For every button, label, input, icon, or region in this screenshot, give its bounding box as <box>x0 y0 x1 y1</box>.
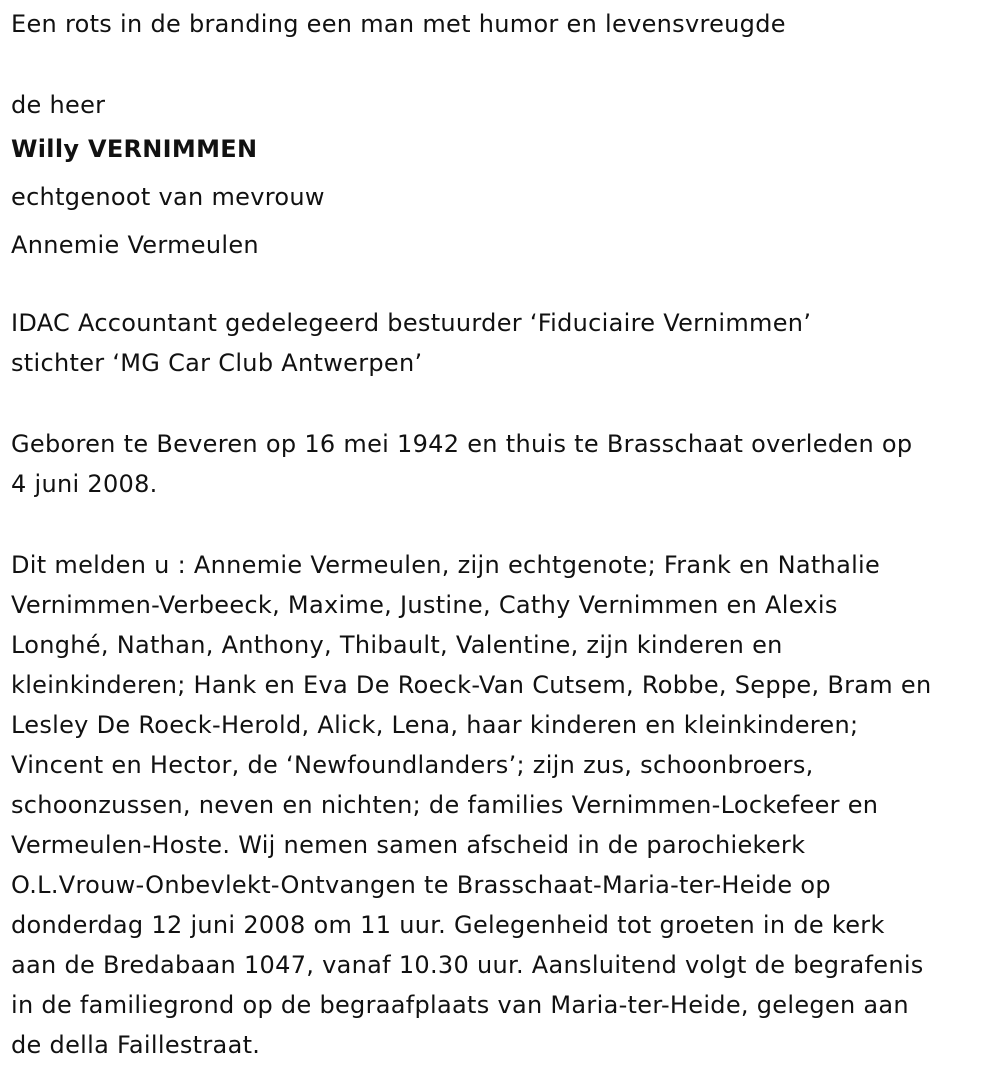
spacer <box>11 269 991 303</box>
announcement-line: Lesley De Roeck-Herold, Alick, Lena, haar kinderen en kleinkinderen; <box>11 711 859 739</box>
announcement-line: Dit melden u : Annemie Vermeulen, zijn echtgenote; Frank en Nathalie <box>11 551 881 579</box>
announcement-line: Vernimmen-Verbeeck, Maxime, Justine, Cathy Vernimmen en Alexis <box>11 591 838 619</box>
announcement-line: aan de Bredabaan 1047, vanaf 10.30 uur. Aansluitend volgt de begrafenis <box>11 951 924 979</box>
announcement-line: Vermeulen-Hoste. Wij nemen samen afscheid in de parochiekerk <box>11 831 806 859</box>
announcement-line: Longhé, Nathan, Anthony, Thibault, Valentine, zijn kinderen en <box>11 631 783 659</box>
announcement-line: schoonzussen, neven en nichten; de families Vernimmen-Lockefeer en <box>11 791 879 819</box>
announcement-line: de della Faillestraat. <box>11 1031 261 1059</box>
birth-death-paragraph <box>11 424 991 504</box>
spouse-name: Annemie Vermeulen <box>11 231 259 259</box>
announcement-line: kleinkinderen; Hank en Eva De Roeck-Van Cutsem, Robbe, Seppe, Bram en <box>11 671 932 699</box>
spacer <box>11 383 991 424</box>
birth-death-line: 4 juni 2008. <box>11 470 158 498</box>
announcement-line: Vincent en Hector, de ‘Newfoundlanders’; zijn zus, schoonbroers, <box>11 751 814 779</box>
spouse-intro: echtgenoot van mevrouw <box>11 183 325 211</box>
birth-death-line: Geboren te Beveren op 16 mei 1942 en thuis te Brasschaat overleden op <box>11 430 913 458</box>
tagline: Een rots in de branding een man met humor en levensvreugde <box>11 10 786 38</box>
announcement-line: O.L.Vrouw-Onbevlekt-Ontvangen te Brasschaat-Maria-ter-Heide op <box>11 871 831 899</box>
announcement-line: in de familiegrond op de begraafplaats van Maria-ter-Heide, gelegen aan <box>11 991 909 1019</box>
deceased-name: Willy VERNIMMEN <box>11 135 258 163</box>
roles-paragraph <box>11 303 991 383</box>
announcement-paragraph <box>11 545 991 1065</box>
announcement-line: donderdag 12 juni 2008 om 11 uur. Gelegenheid tot groeten in de kerk <box>11 911 885 939</box>
role-line: stichter ‘MG Car Club Antwerpen’ <box>11 349 423 377</box>
spacer <box>11 504 991 545</box>
role-line: IDAC Accountant gedelegeerd bestuurder ‘Fiduciaire Vernimmen’ <box>11 309 812 337</box>
spacer <box>11 44 991 85</box>
salutation: de heer <box>11 91 106 119</box>
obituary-notice <box>11 4 991 1065</box>
